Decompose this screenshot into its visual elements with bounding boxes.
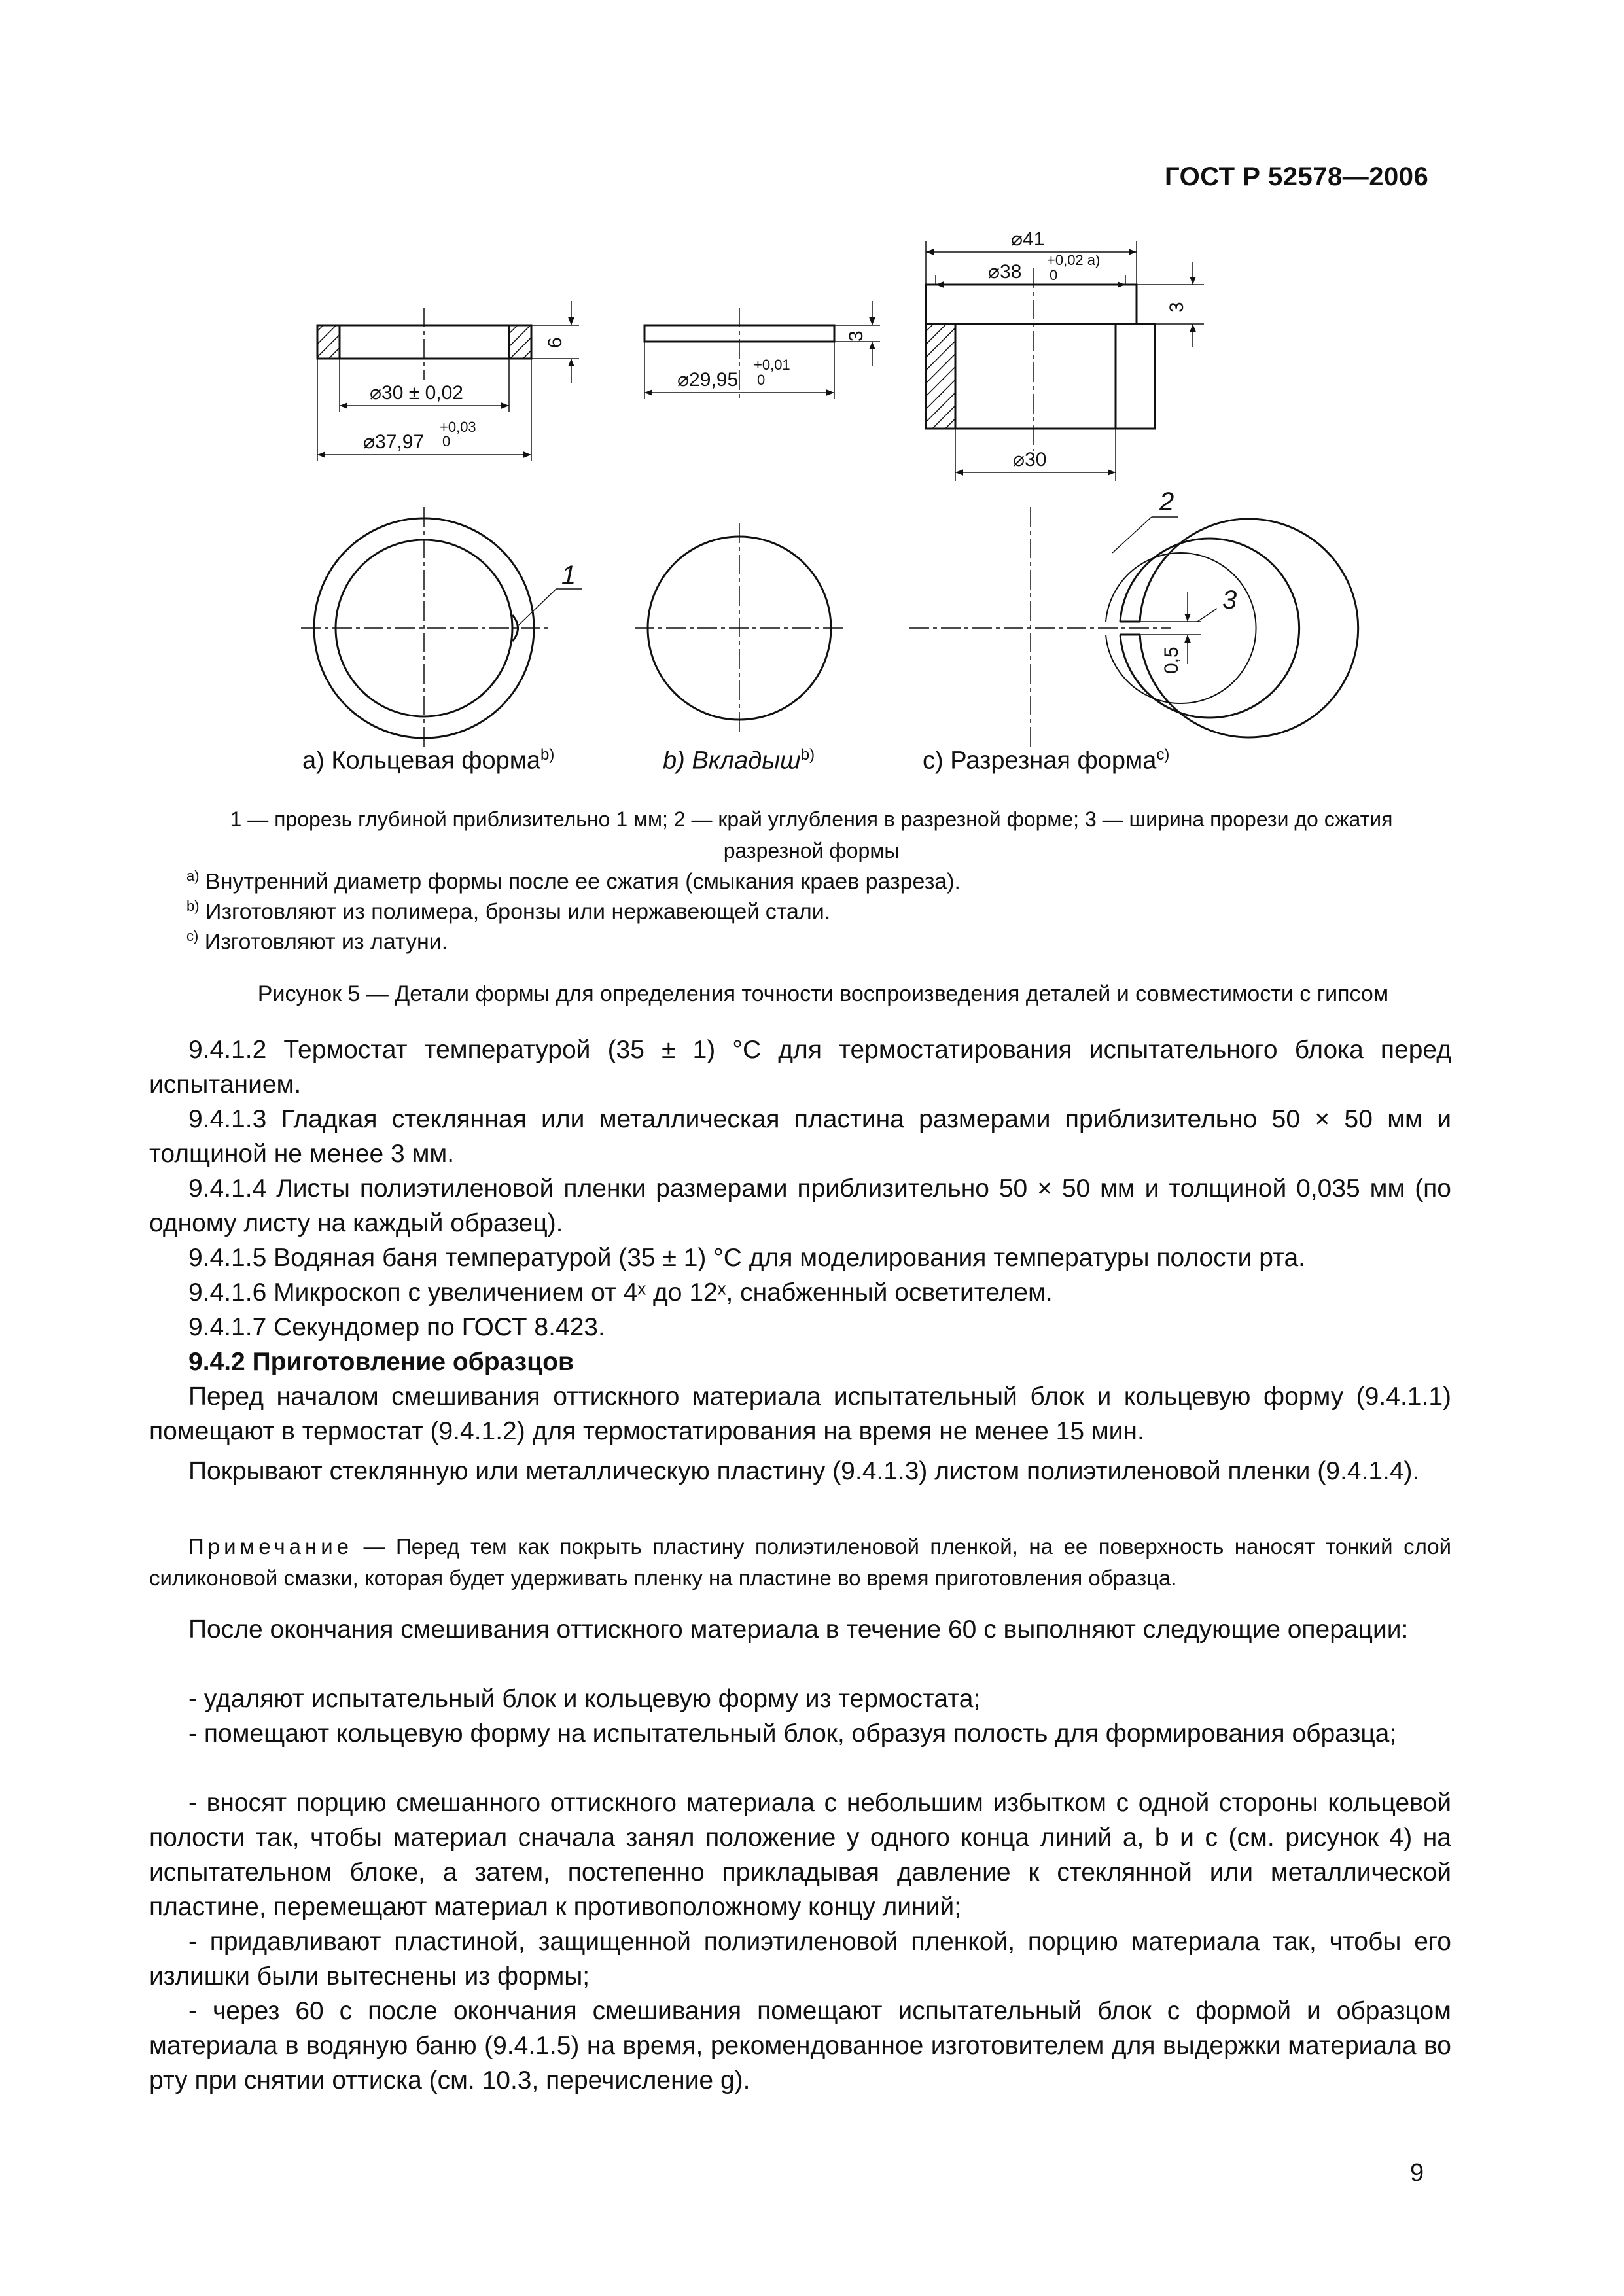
legend-line-2: разрезной формы <box>723 839 900 862</box>
split-form-section <box>926 241 1204 481</box>
para-9-4-1-7: 9.4.1.7 Секундомер по ГОСТ 8.423. <box>188 1313 605 1341</box>
figure-legend <box>170 804 1453 866</box>
figure-title: Рисунок 5 — Детали формы для определения точности воспроизведения деталей и совместимости с гипсом <box>257 981 1389 1006</box>
bullet-5: - через 60 с после окончания смешивания помещают испытательный блок с формой и образцом материала в водяную баню (9.4.1.5) на время, рекомендованное изготовителем для выдержки материала во рту при снятии оттиска (см. 10.3, перечисление g). <box>149 1997 1451 2094</box>
bullet-1: - удаляют испытательный блок и кольцевую форму из термостата; <box>188 1685 981 1713</box>
label-2: 2 <box>1159 487 1174 516</box>
bullet-3: - вносят порцию смешанного оттискного материала с небольшим избытком с одной стороны кольцевой полости так, чтобы материал сначала занял положение у одного конца линий a, b и c (см. рисунок 4) на испытательном блоке, а затем, постепенно прикладывая давление к стеклянной или металлической пластине, перемещают материал к противоположному концу линий; <box>149 1789 1451 1921</box>
dim-c-gap: 0,5 <box>1161 646 1182 674</box>
dim-c-top-tol-low: 0 <box>1050 267 1058 283</box>
dim-a-height: 6 <box>544 337 566 348</box>
caption-b: b) Вкладыш$^{b)}$ <box>663 746 815 775</box>
document-header: ГОСТ Р 52578—2006 <box>1165 162 1429 191</box>
dim-b-tol-up: +0,01 <box>754 357 790 373</box>
figure-5-drawing <box>262 216 1374 805</box>
footnote-c: $^{c)}$ Изготовляют из латуни. <box>186 928 448 955</box>
para-9-4-1-4: 9.4.1.4 Листы полиэтиленовой пленки размерами приблизительно 50 × 50 мм и толщиной 0,035 мм (по одному листу на каждый образец). <box>149 1174 1451 1237</box>
label-3: 3 <box>1222 586 1237 614</box>
dim-b-tol-low: 0 <box>757 372 766 388</box>
para-operations: После окончания смешивания оттискного материала в течение 60 с выполняют следующие операции: <box>188 1616 1409 1644</box>
insert-plan <box>635 523 844 733</box>
para-prep-2: Покрывают стеклянную или металлическую пластину (9.4.1.3) листом полиэтиленовой пленки (9.4.1.4). <box>188 1457 1420 1485</box>
legend-line-1: 1 — прорезь глубиной приблизительно 1 мм; 2 — край углубления в разрезной форме; 3 — ширина прорези до сжатия <box>230 807 1393 831</box>
para-9-4-1-5: 9.4.1.5 Водяная баня температурой (35 ± 1) °С для моделирования температуры полости рта. <box>188 1244 1306 1272</box>
dim-c-top-inner: ⌀38 <box>988 261 1022 283</box>
bullet-4: - придавливают пластиной, защищенной полиэтиленовой пленкой, порцию материала так, чтобы его излишки были вытеснены из формы; <box>149 1928 1451 1990</box>
dim-c-bottom: ⌀30 <box>1013 449 1047 470</box>
section-heading-9-4-2: 9.4.2 Приготовление образцов <box>188 1348 574 1376</box>
para-prep-1: Перед началом смешивания оттискного материала испытательный блок и кольцевую форму (9.4.1.1) помещают в термостат (9.4.1.2) для термостатирования на время не менее 15 мин. <box>149 1383 1451 1445</box>
caption-c: c) Разрезная форма$^{c)}$ <box>923 746 1170 775</box>
dim-c-top-outer: ⌀41 <box>1011 228 1045 250</box>
dim-a-outer-tol-low: 0 <box>442 433 451 450</box>
dim-a-outer-tol-up: +0,03 <box>440 419 476 435</box>
page-number: 9 <box>1410 2159 1424 2187</box>
dim-a-outer: ⌀37,97 <box>363 431 425 453</box>
para-9-4-1-3: 9.4.1.3 Гладкая стеклянная или металлическая пластина размерами приблизительно 50 × 50 мм и толщиной не менее 3 мм. <box>149 1105 1451 1168</box>
label-1: 1 <box>561 561 576 590</box>
dim-b-dia: ⌀29,95 <box>677 369 739 391</box>
para-9-4-1-2: 9.4.1.2 Термостат температурой (35 ± 1) °С для термостатирования испытательного блока перед испытанием. <box>149 1036 1451 1099</box>
caption-a: а) Кольцевая форма$^{b)}$ <box>302 746 555 775</box>
dim-c-top-tol-up: +0,02 a) <box>1047 252 1101 268</box>
dim-b-height: 3 <box>845 330 867 342</box>
ring-form-plan <box>301 507 582 749</box>
note-label: Примечание <box>188 1534 353 1559</box>
para-9-4-1-6: 9.4.1.6 Микроскоп с увеличением от 4ˣ до 12ˣ, снабженный осветителем. <box>188 1279 1053 1307</box>
dim-a-inner: ⌀30 ± 0,02 <box>370 382 463 404</box>
footnote-a: $^{a)}$ Внутренний диаметр формы после ее сжатия (смыкания краев разреза). <box>186 868 961 894</box>
footnote-b: $^{b)}$ Изготовляют из полимера, бронзы или нержавеющей стали. <box>186 898 831 925</box>
note <box>149 1531 1451 1594</box>
split-form-plan <box>909 507 1358 749</box>
bullet-2: - помещают кольцевую форму на испытательный блок, образуя полость для формирования образца; <box>188 1720 1397 1748</box>
dim-c-step: 3 <box>1166 302 1188 313</box>
note-text: — Перед тем как покрыть пластину полиэтиленовой пленкой, на ее поверхность наносят тонкий слой силиконовой смазки, которая будет удерживать пленку на пластине во время приготовления образца. <box>149 1534 1451 1590</box>
